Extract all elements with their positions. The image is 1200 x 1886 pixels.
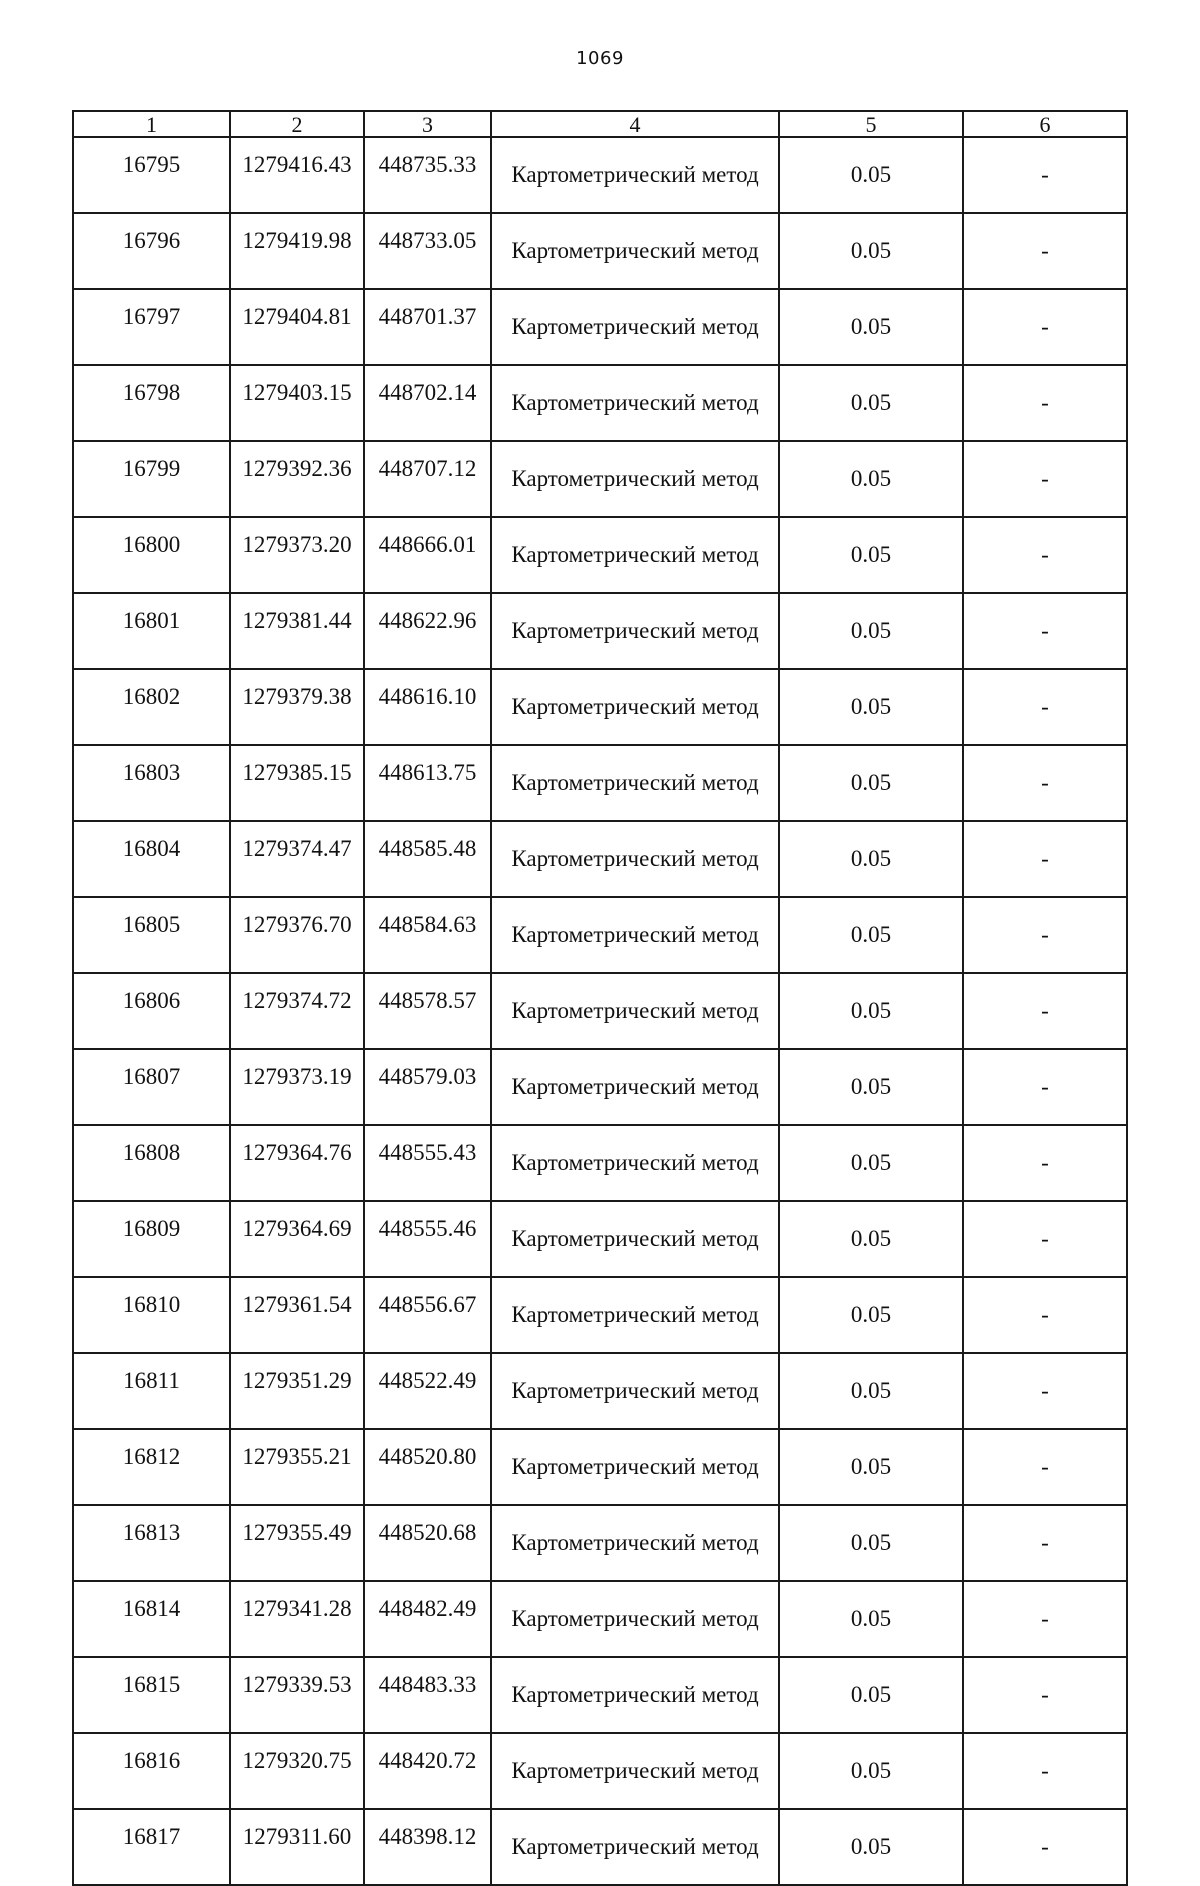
accuracy-cell: 0.05 [779, 1429, 963, 1505]
accuracy-cell: 0.05 [779, 289, 963, 365]
table-row [73, 1201, 1127, 1277]
method-cell: Картометрический метод [491, 441, 779, 517]
description-cell: - [963, 745, 1127, 821]
x-coordinate-cell: 1279403.15 [230, 365, 364, 441]
x-coordinate-cell: 1279381.44 [230, 593, 364, 669]
accuracy-cell: 0.05 [779, 365, 963, 441]
accuracy-cell: 0.05 [779, 213, 963, 289]
accuracy-cell: 0.05 [779, 441, 963, 517]
y-coordinate-cell: 448702.14 [364, 365, 491, 441]
description-cell: - [963, 1201, 1127, 1277]
accuracy-cell: 0.05 [779, 1657, 963, 1733]
description-cell: - [963, 213, 1127, 289]
description-cell: - [963, 897, 1127, 973]
x-coordinate-cell: 1279364.76 [230, 1125, 364, 1201]
table-row [73, 1505, 1127, 1581]
description-cell: - [963, 593, 1127, 669]
table-row [73, 1125, 1127, 1201]
y-coordinate-cell: 448622.96 [364, 593, 491, 669]
table-row [73, 1733, 1127, 1809]
table-row [73, 213, 1127, 289]
point-number-cell: 16802 [73, 669, 230, 745]
description-cell: - [963, 821, 1127, 897]
description-cell: - [963, 1733, 1127, 1809]
method-cell: Картометрический метод [491, 1125, 779, 1201]
point-number-cell: 16812 [73, 1429, 230, 1505]
description-cell: - [963, 441, 1127, 517]
x-coordinate-cell: 1279379.38 [230, 669, 364, 745]
description-cell: - [963, 289, 1127, 365]
y-coordinate-cell: 448482.49 [364, 1581, 491, 1657]
point-number-cell: 16796 [73, 213, 230, 289]
x-coordinate-cell: 1279373.19 [230, 1049, 364, 1125]
point-number-cell: 16808 [73, 1125, 230, 1201]
accuracy-cell: 0.05 [779, 593, 963, 669]
method-cell: Картометрический метод [491, 745, 779, 821]
y-coordinate-cell: 448555.46 [364, 1201, 491, 1277]
y-coordinate-cell: 448420.72 [364, 1733, 491, 1809]
accuracy-cell: 0.05 [779, 1353, 963, 1429]
x-coordinate-cell: 1279311.60 [230, 1809, 364, 1885]
accuracy-cell: 0.05 [779, 1201, 963, 1277]
table-row [73, 593, 1127, 669]
description-cell: - [963, 1429, 1127, 1505]
method-cell: Картометрический метод [491, 517, 779, 593]
description-cell: - [963, 1505, 1127, 1581]
table-row [73, 365, 1127, 441]
accuracy-cell: 0.05 [779, 137, 963, 213]
description-cell: - [963, 1049, 1127, 1125]
accuracy-cell: 0.05 [779, 897, 963, 973]
point-number-cell: 16814 [73, 1581, 230, 1657]
x-coordinate-cell: 1279392.36 [230, 441, 364, 517]
accuracy-cell: 0.05 [779, 1733, 963, 1809]
column-header: 6 [963, 111, 1127, 137]
y-coordinate-cell: 448556.67 [364, 1277, 491, 1353]
table-row [73, 1277, 1127, 1353]
method-cell: Картометрический метод [491, 1809, 779, 1885]
accuracy-cell: 0.05 [779, 1049, 963, 1125]
x-coordinate-cell: 1279364.69 [230, 1201, 364, 1277]
y-coordinate-cell: 448398.12 [364, 1809, 491, 1885]
y-coordinate-cell: 448483.33 [364, 1657, 491, 1733]
description-cell: - [963, 137, 1127, 213]
point-number-cell: 16815 [73, 1657, 230, 1733]
x-coordinate-cell: 1279419.98 [230, 213, 364, 289]
y-coordinate-cell: 448555.43 [364, 1125, 491, 1201]
x-coordinate-cell: 1279373.20 [230, 517, 364, 593]
description-cell: - [963, 1657, 1127, 1733]
accuracy-cell: 0.05 [779, 973, 963, 1049]
point-number-cell: 16799 [73, 441, 230, 517]
y-coordinate-cell: 448666.01 [364, 517, 491, 593]
page-number: 1069 [576, 48, 624, 69]
y-coordinate-cell: 448707.12 [364, 441, 491, 517]
table-row [73, 821, 1127, 897]
point-number-cell: 16801 [73, 593, 230, 669]
x-coordinate-cell: 1279361.54 [230, 1277, 364, 1353]
accuracy-cell: 0.05 [779, 745, 963, 821]
table-row [73, 1429, 1127, 1505]
column-header: 2 [230, 111, 364, 137]
description-cell: - [963, 973, 1127, 1049]
table-row [73, 973, 1127, 1049]
x-coordinate-cell: 1279339.53 [230, 1657, 364, 1733]
accuracy-cell: 0.05 [779, 1581, 963, 1657]
point-number-cell: 16807 [73, 1049, 230, 1125]
accuracy-cell: 0.05 [779, 517, 963, 593]
table-row [73, 441, 1127, 517]
y-coordinate-cell: 448522.49 [364, 1353, 491, 1429]
y-coordinate-cell: 448520.68 [364, 1505, 491, 1581]
point-number-cell: 16797 [73, 289, 230, 365]
y-coordinate-cell: 448616.10 [364, 669, 491, 745]
column-header: 5 [779, 111, 963, 137]
y-coordinate-cell: 448584.63 [364, 897, 491, 973]
x-coordinate-cell: 1279355.49 [230, 1505, 364, 1581]
point-number-cell: 16813 [73, 1505, 230, 1581]
table-row [73, 137, 1127, 213]
method-cell: Картометрический метод [491, 213, 779, 289]
y-coordinate-cell: 448520.80 [364, 1429, 491, 1505]
point-number-cell: 16810 [73, 1277, 230, 1353]
table-row [73, 897, 1127, 973]
table-row [73, 1809, 1127, 1885]
method-cell: Картометрический метод [491, 1201, 779, 1277]
x-coordinate-cell: 1279404.81 [230, 289, 364, 365]
accuracy-cell: 0.05 [779, 821, 963, 897]
x-coordinate-cell: 1279374.72 [230, 973, 364, 1049]
point-number-cell: 16798 [73, 365, 230, 441]
point-number-cell: 16804 [73, 821, 230, 897]
x-coordinate-cell: 1279351.29 [230, 1353, 364, 1429]
point-number-cell: 16816 [73, 1733, 230, 1809]
x-coordinate-cell: 1279385.15 [230, 745, 364, 821]
table-row [73, 1049, 1127, 1125]
method-cell: Картометрический метод [491, 1049, 779, 1125]
point-number-cell: 16806 [73, 973, 230, 1049]
column-header: 4 [491, 111, 779, 137]
coordinates-table [72, 110, 1128, 1886]
y-coordinate-cell: 448579.03 [364, 1049, 491, 1125]
table-row [73, 669, 1127, 745]
accuracy-cell: 0.05 [779, 1809, 963, 1885]
table-row [73, 289, 1127, 365]
description-cell: - [963, 1581, 1127, 1657]
method-cell: Картометрический метод [491, 669, 779, 745]
point-number-cell: 16803 [73, 745, 230, 821]
table-row [73, 517, 1127, 593]
accuracy-cell: 0.05 [779, 1277, 963, 1353]
description-cell: - [963, 517, 1127, 593]
y-coordinate-cell: 448701.37 [364, 289, 491, 365]
column-header: 1 [73, 111, 230, 137]
method-cell: Картометрический метод [491, 365, 779, 441]
method-cell: Картометрический метод [491, 1733, 779, 1809]
x-coordinate-cell: 1279341.28 [230, 1581, 364, 1657]
method-cell: Картометрический метод [491, 1505, 779, 1581]
method-cell: Картометрический метод [491, 1429, 779, 1505]
method-cell: Картометрический метод [491, 593, 779, 669]
column-header: 3 [364, 111, 491, 137]
table-row [73, 745, 1127, 821]
y-coordinate-cell: 448585.48 [364, 821, 491, 897]
point-number-cell: 16811 [73, 1353, 230, 1429]
description-cell: - [963, 669, 1127, 745]
point-number-cell: 16795 [73, 137, 230, 213]
description-cell: - [963, 365, 1127, 441]
point-number-cell: 16809 [73, 1201, 230, 1277]
point-number-cell: 16817 [73, 1809, 230, 1885]
x-coordinate-cell: 1279320.75 [230, 1733, 364, 1809]
table-row [73, 1657, 1127, 1733]
description-cell: - [963, 1809, 1127, 1885]
method-cell: Картометрический метод [491, 1277, 779, 1353]
y-coordinate-cell: 448735.33 [364, 137, 491, 213]
y-coordinate-cell: 448578.57 [364, 973, 491, 1049]
x-coordinate-cell: 1279416.43 [230, 137, 364, 213]
method-cell: Картометрический метод [491, 897, 779, 973]
accuracy-cell: 0.05 [779, 1125, 963, 1201]
method-cell: Картометрический метод [491, 973, 779, 1049]
x-coordinate-cell: 1279376.70 [230, 897, 364, 973]
y-coordinate-cell: 448733.05 [364, 213, 491, 289]
table-row [73, 1581, 1127, 1657]
x-coordinate-cell: 1279355.21 [230, 1429, 364, 1505]
point-number-cell: 16805 [73, 897, 230, 973]
y-coordinate-cell: 448613.75 [364, 745, 491, 821]
x-coordinate-cell: 1279374.47 [230, 821, 364, 897]
description-cell: - [963, 1353, 1127, 1429]
table-row [73, 1353, 1127, 1429]
method-cell: Картометрический метод [491, 1657, 779, 1733]
table-header-row [73, 111, 1127, 137]
method-cell: Картометрический метод [491, 1581, 779, 1657]
accuracy-cell: 0.05 [779, 1505, 963, 1581]
method-cell: Картометрический метод [491, 137, 779, 213]
method-cell: Картометрический метод [491, 821, 779, 897]
accuracy-cell: 0.05 [779, 669, 963, 745]
description-cell: - [963, 1125, 1127, 1201]
point-number-cell: 16800 [73, 517, 230, 593]
description-cell: - [963, 1277, 1127, 1353]
method-cell: Картометрический метод [491, 1353, 779, 1429]
method-cell: Картометрический метод [491, 289, 779, 365]
